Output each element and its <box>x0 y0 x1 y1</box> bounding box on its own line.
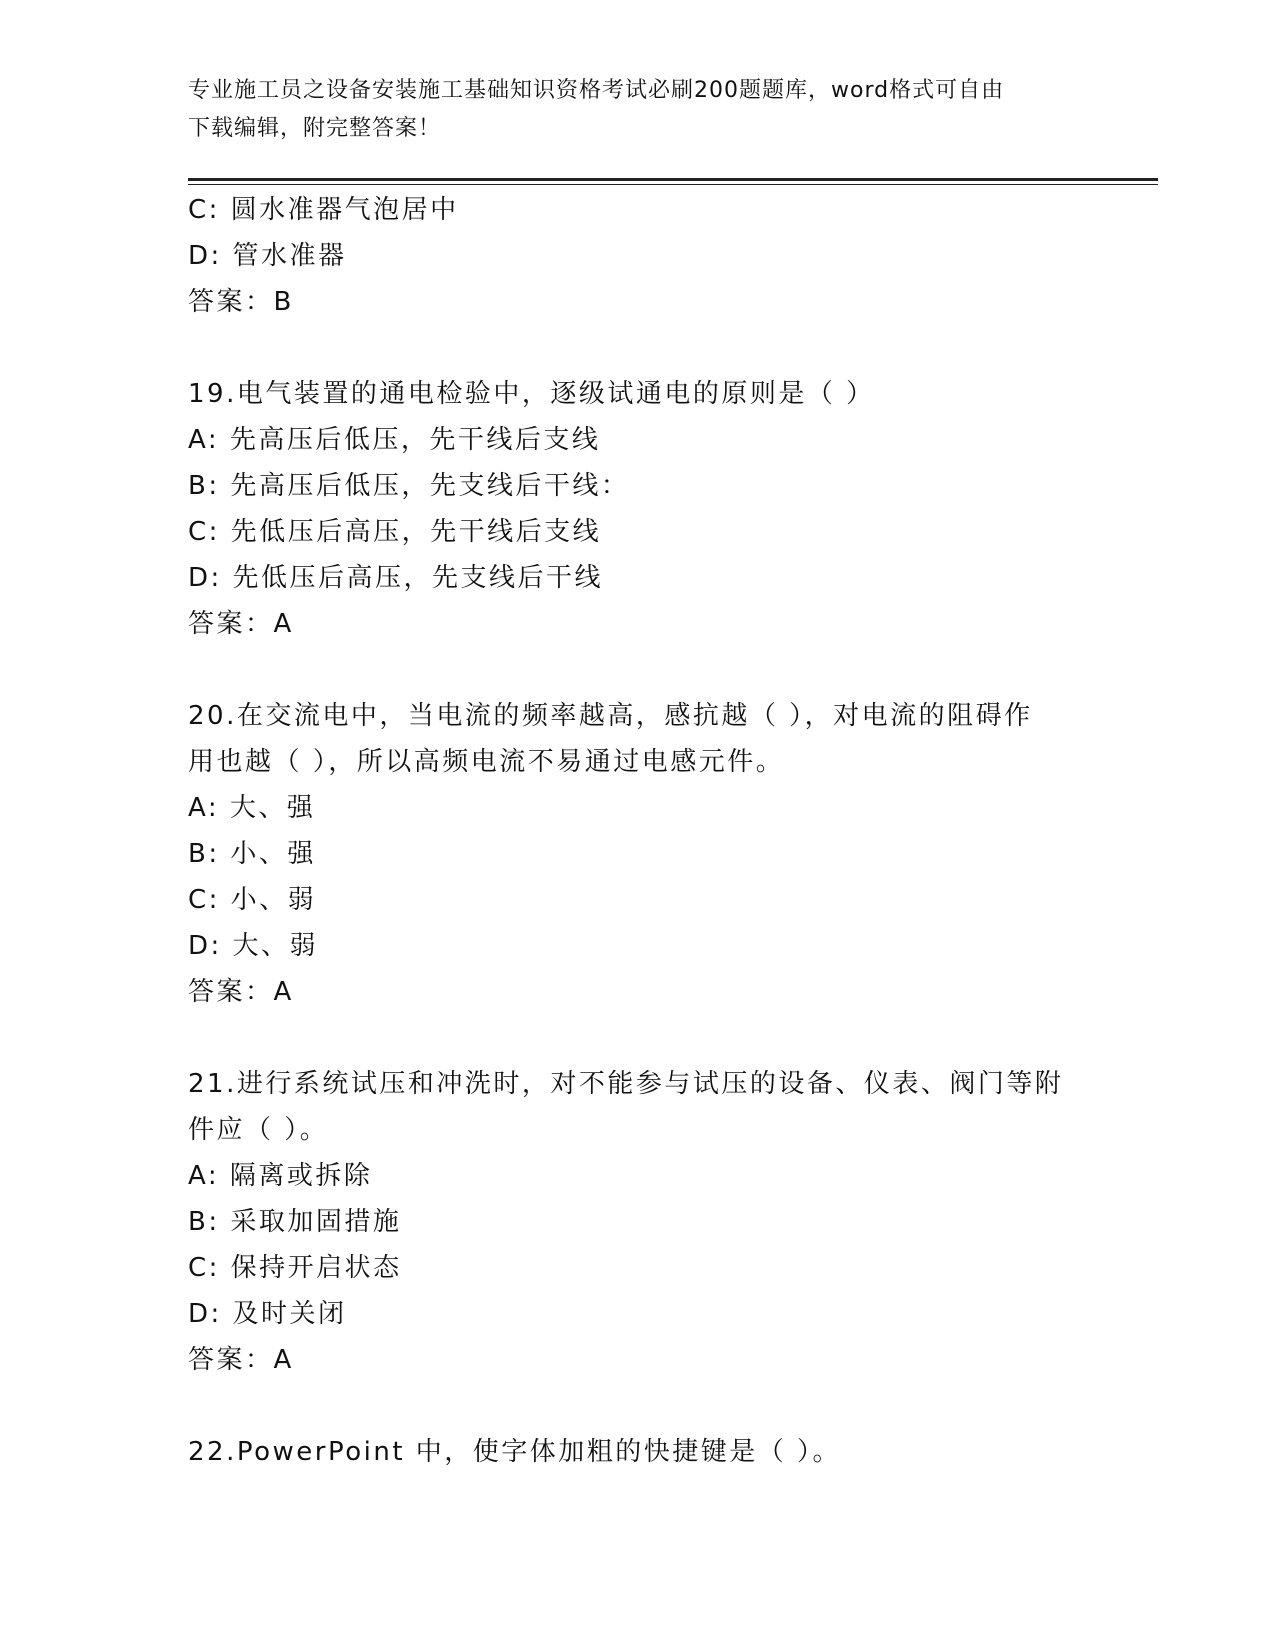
question-20-option-c: C: 小、弱 <box>188 885 317 915</box>
question-20 <box>188 693 1128 1015</box>
document-header <box>188 72 1088 148</box>
prev-option-c: C: 圆水准器气泡居中 <box>188 195 459 225</box>
question-19-option-c: C: 先低压后高压，先干线后支线 <box>188 517 602 547</box>
question-19 <box>188 371 1128 647</box>
question-22 <box>188 1429 1128 1475</box>
spacer <box>188 1383 1128 1429</box>
prev-question-block <box>188 187 1128 325</box>
question-22-text: 22.PowerPoint 中，使字体加粗的快捷键是（ ）。 <box>188 1437 842 1467</box>
question-21-option-a: A: 隔离或拆除 <box>188 1161 373 1191</box>
question-19-text: 19.电气装置的通电检验中，逐级试通电的原则是（ ） <box>188 379 875 409</box>
document-body <box>188 187 1128 1475</box>
question-19-answer: 答案：A <box>188 609 294 639</box>
question-20-text-line2: 用也越（ ），所以高频电流不易通过电感元件。 <box>188 747 785 777</box>
question-21-text-line1: 21.进行系统试压和冲洗时，对不能参与试压的设备、仪表、阀门等附 <box>188 1069 1064 1099</box>
question-19-option-b: B: 先高压后低压，先支线后干线： <box>188 471 630 501</box>
header-divider-thick <box>188 178 1158 181</box>
question-20-option-b: B: 小、强 <box>188 839 316 869</box>
question-19-option-a: A: 先高压后低压，先干线后支线 <box>188 425 601 455</box>
question-21-option-b: B: 采取加固措施 <box>188 1207 402 1237</box>
spacer <box>188 647 1128 693</box>
prev-answer: 答案：B <box>188 287 294 317</box>
header-title-line1: 专业施工员之设备安装施工基础知识资格考试必刷200题题库，word格式可自由 <box>188 78 1005 103</box>
spacer <box>188 325 1128 371</box>
question-21-text-line2: 件应（ ）。 <box>188 1115 329 1145</box>
spacer <box>188 1015 1128 1061</box>
question-21-option-c: C: 保持开启状态 <box>188 1253 402 1283</box>
question-21-answer: 答案：A <box>188 1345 294 1375</box>
header-divider-thin <box>188 184 1158 185</box>
question-19-option-d: D: 先低压后高压，先支线后干线 <box>188 563 604 593</box>
question-20-option-d: D: 大、弱 <box>188 931 319 961</box>
question-21 <box>188 1061 1128 1383</box>
question-20-option-a: A: 大、强 <box>188 793 316 823</box>
prev-option-d: D: 管水准器 <box>188 241 347 271</box>
header-title-line2: 下载编辑，附完整答案！ <box>188 116 442 141</box>
question-21-option-d: D: 及时关闭 <box>188 1299 347 1329</box>
question-20-answer: 答案：A <box>188 977 294 1007</box>
question-20-text-line1: 20.在交流电中，当电流的频率越高，感抗越（ ），对电流的阻碍作 <box>188 701 1033 731</box>
